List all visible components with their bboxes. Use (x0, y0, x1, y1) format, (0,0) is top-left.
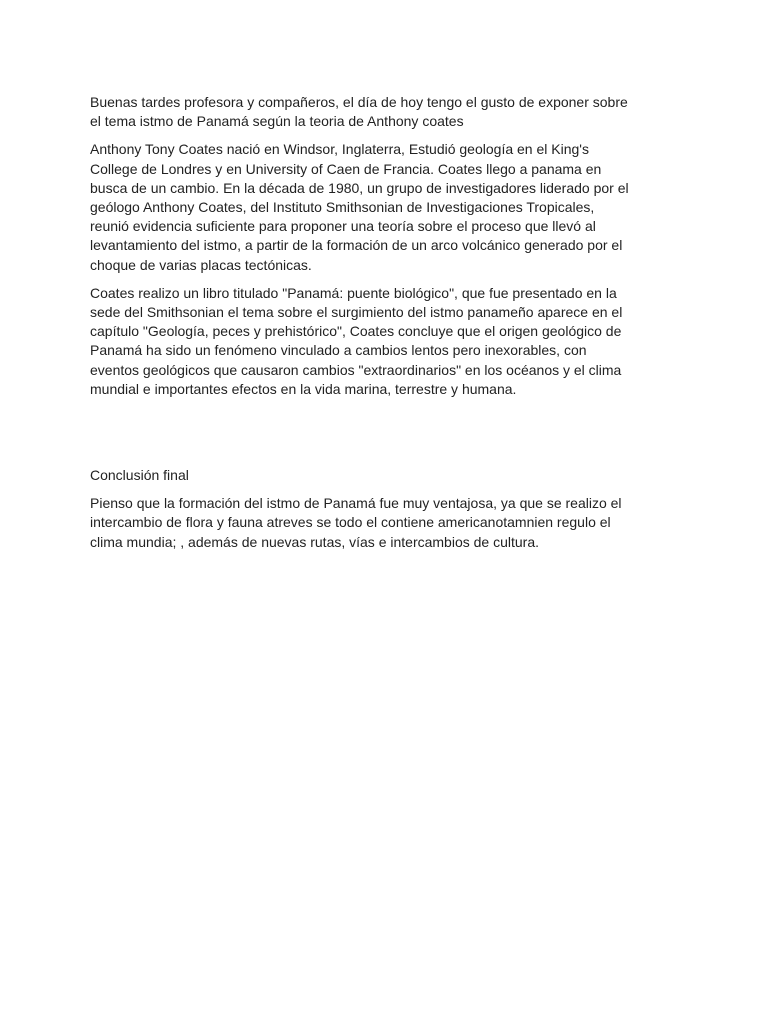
text-line: clima mundia; , además de nuevas rutas, vías e intercambios de cultura. (90, 533, 539, 550)
conclusion-paragraph (90, 494, 690, 552)
text-line: intercambio de flora y fauna atreves se todo el contiene americanotamnien regulo el (90, 514, 611, 531)
conclusion-heading (90, 466, 690, 485)
text-line: choque de varias placas tectónicas. (90, 256, 312, 273)
text-line: mundial e importantes efectos en la vida marina, terrestre y humana. (90, 380, 517, 397)
text-line: sede del Smithsonian el tema sobre el surgimiento del istmo panameño aparece en el (90, 304, 623, 321)
text-line: levantamiento del istmo, a partir de la formación de un arco volcánico generado por el (90, 237, 623, 254)
text-line: Buenas tardes profesora y compañeros, el día de hoy tengo el gusto de exponer sobre (90, 94, 628, 110)
text-line: capítulo "Geología, peces y prehistórico", Coates concluye que el origen geológico de (90, 323, 622, 340)
book-paragraph (90, 284, 690, 399)
text-line: Panamá ha sido un fenómeno vinculado a cambios lentos pero inexorables, con (90, 342, 587, 359)
text-line: geólogo Anthony Coates, del Instituto Smithsonian de Investigaciones Tropicales, (90, 199, 595, 216)
text-line: Coates realizo un libro titulado "Panamá: puente biológico", que fue presentado en la (90, 284, 617, 301)
intro-paragraph (90, 93, 690, 131)
text-line: Conclusión final (90, 467, 189, 484)
text-line: Pienso que la formación del istmo de Panamá fue muy ventajosa, ya que se realizo el (90, 495, 622, 512)
text-line: Anthony Tony Coates nació en Windsor, Inglaterra, Estudió geología en el King's (90, 141, 589, 158)
text-line: reunió evidencia suficiente para proponer una teoría sobre el proceso que llevó al (90, 218, 596, 235)
text-line: College de Londres y en University of Caen de Francia. Coates llego a panama en (90, 160, 602, 177)
biography-paragraph (90, 140, 690, 274)
text-line: eventos geológicos que causaron cambios "extraordinarios" en los océanos y el clima (90, 361, 622, 378)
text-line: busca de un cambio. En la década de 1980, un grupo de investigadores liderado por el (90, 179, 629, 196)
paragraph-spacer (90, 408, 690, 466)
text-line: el tema istmo de Panamá según la teoria de Anthony coates (90, 113, 464, 130)
document-page (90, 93, 690, 561)
